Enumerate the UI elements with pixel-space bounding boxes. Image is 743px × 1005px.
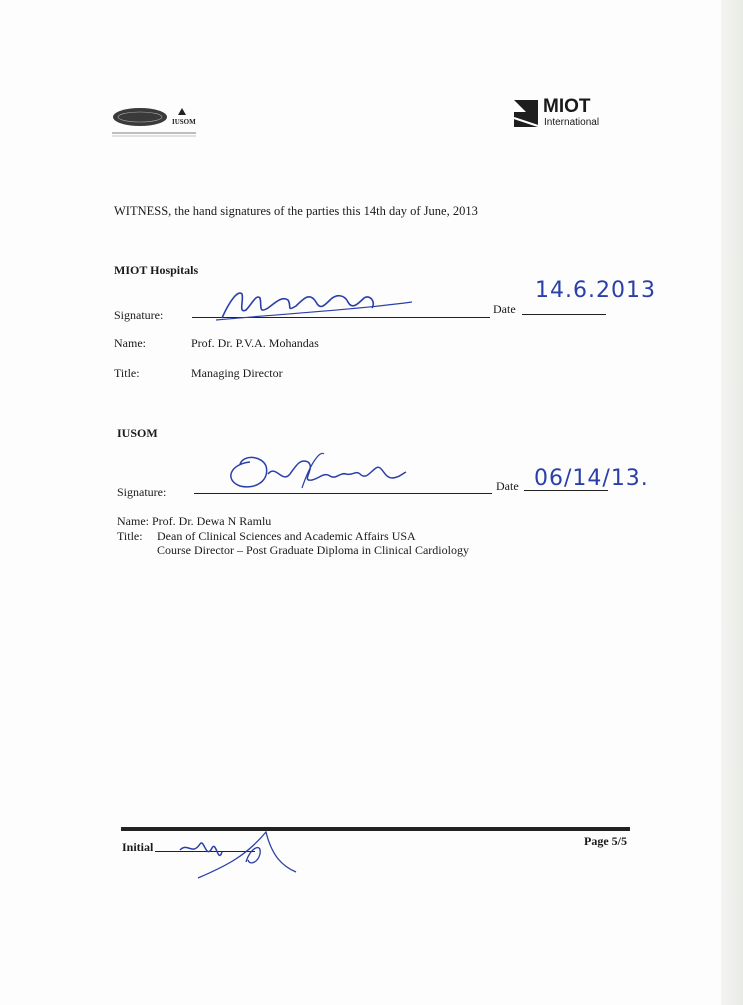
party2-title-line2: Course Director – Post Graduate Diploma in Clinical Cardiology: [157, 543, 469, 557]
party2-title-label: Title:: [117, 529, 143, 543]
initial-signature: [176, 826, 306, 882]
iusom-logo: [112, 104, 210, 144]
party1-title-value: Managing Director: [191, 366, 283, 380]
scan-edge: [721, 0, 743, 1005]
party1-org: MIOT Hospitals: [114, 263, 199, 277]
party1-date-label: Date: [493, 302, 516, 316]
party2-signature: [220, 444, 420, 496]
party2-date-value: 06/14/13.: [534, 466, 649, 491]
party2-name-line: Name: Prof. Dr. Dewa N Ramlu: [117, 514, 272, 528]
initial-label: Initial: [122, 840, 154, 854]
party1-signature-label: Signature:: [114, 308, 164, 322]
party1-date-line: [522, 314, 606, 315]
party1-date-value: 14.6.2013: [535, 278, 656, 303]
party1-name-value: Prof. Dr. P.V.A. Mohandas: [191, 336, 319, 350]
iusom-logo-label: IUSOM: [172, 118, 196, 126]
miot-logo-name: MIOT: [543, 96, 591, 117]
party2-title-line1: Dean of Clinical Sciences and Academic Affairs USA: [157, 529, 416, 543]
party2-signature-label: Signature:: [117, 485, 167, 499]
party1-title-label: Title:: [114, 366, 140, 380]
party2-org: IUSOM: [117, 426, 158, 440]
page-number: Page 5/5: [584, 834, 627, 848]
party1-name-label: Name:: [114, 336, 146, 350]
party1-signature: [212, 280, 432, 325]
party2-date-label: Date: [496, 479, 519, 493]
witness-statement: WITNESS, the hand signatures of the parties this 14th day of June, 2013: [114, 204, 478, 218]
miot-logo-sub: International: [544, 117, 600, 128]
miot-logo: [512, 98, 610, 130]
